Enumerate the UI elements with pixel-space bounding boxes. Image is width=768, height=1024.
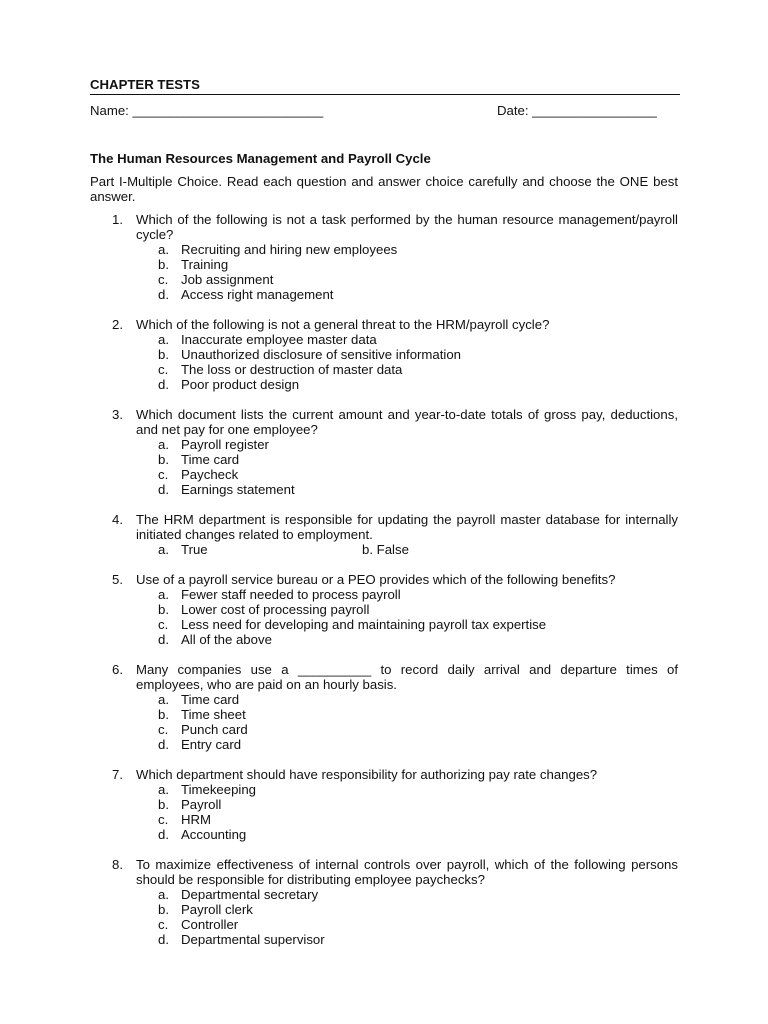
- question-stem: Many companies use a __________ to record daily arrival and departure times of employees, who are paid on an hourly basis.: [136, 662, 678, 692]
- question-number: 5.: [112, 572, 123, 587]
- answer-option: [136, 887, 678, 902]
- option-letter: d.: [158, 932, 169, 947]
- option-text: Departmental secretary: [181, 887, 319, 902]
- option-letter: c.: [158, 812, 169, 827]
- option-letter: a.: [158, 437, 169, 452]
- question-6: [112, 662, 678, 752]
- answer-option: [136, 812, 678, 827]
- answer-option: [136, 902, 678, 917]
- question-7: [112, 767, 678, 842]
- question-3: [112, 407, 678, 497]
- option-letter: a.: [158, 692, 169, 707]
- question-stem: Which document lists the current amount and year-to-date totals of gross pay, deductions, and net pay for one employee?: [136, 407, 678, 437]
- option-text: Timekeeping: [181, 782, 257, 797]
- option-text: Fewer staff needed to process payroll: [181, 587, 401, 602]
- option-letter: b.: [158, 347, 169, 362]
- option-letter: d.: [158, 827, 169, 842]
- answer-option: [136, 617, 678, 632]
- question-number: 7.: [112, 767, 123, 782]
- option-letter: c.: [158, 467, 169, 482]
- option-text: Inaccurate employee master data: [181, 332, 377, 347]
- question-number: 1.: [112, 212, 123, 227]
- option-text: Recruiting and hiring new employees: [181, 242, 398, 257]
- option-letter: d.: [158, 632, 169, 647]
- question-4: [112, 512, 678, 557]
- option-letter: d.: [158, 482, 169, 497]
- chapter-tests-heading: CHAPTER TESTS: [90, 77, 200, 92]
- question-number: 4.: [112, 512, 123, 527]
- answer-option: [136, 707, 678, 722]
- option-text: All of the above: [181, 632, 272, 647]
- option-text: Training: [181, 257, 229, 272]
- section-title: The Human Resources Management and Payroll Cycle: [90, 151, 431, 166]
- answer-option: [136, 257, 678, 272]
- option-text: Time card: [181, 692, 240, 707]
- option-text: Paycheck: [181, 467, 239, 482]
- answer-option: [136, 932, 678, 947]
- name-field: Name: __________________________: [90, 103, 324, 118]
- question-stem: Use of a payroll service bureau or a PEO provides which of the following benefits?: [136, 572, 616, 587]
- answer-option: [136, 797, 678, 812]
- option-letter: b.: [158, 902, 169, 917]
- option-letter: c.: [158, 617, 169, 632]
- option-text: The loss or destruction of master data: [181, 362, 403, 377]
- question-list: [112, 212, 678, 962]
- answer-option: [136, 827, 678, 842]
- option-letter: b.: [158, 602, 169, 617]
- answer-option: [136, 452, 678, 467]
- question-stem: Which department should have responsibility for authorizing pay rate changes?: [136, 767, 598, 782]
- option-text: Departmental supervisor: [181, 932, 325, 947]
- answer-option: [136, 332, 678, 347]
- header-divider: [90, 94, 680, 95]
- answer-option: [136, 917, 678, 932]
- question-number: 8.: [112, 857, 123, 872]
- option-text: HRM: [181, 812, 212, 827]
- option-text: Time card: [181, 452, 240, 467]
- option-letter: d.: [158, 737, 169, 752]
- answer-option: [136, 362, 678, 377]
- option-letter: a.: [158, 782, 169, 797]
- question-1: [112, 212, 678, 302]
- question-number: 2.: [112, 317, 123, 332]
- answer-option: [136, 347, 678, 362]
- option-text: Payroll clerk: [181, 902, 253, 917]
- answer-option: [136, 377, 678, 392]
- answer-option: [136, 722, 678, 737]
- answer-option: [136, 782, 678, 797]
- question-stem: Which of the following is not a task performed by the human resource management/payroll cycle?: [136, 212, 678, 242]
- option-letter: a.: [158, 542, 169, 557]
- option-text: Earnings statement: [181, 482, 295, 497]
- option-letter: b.: [158, 452, 169, 467]
- option-letter: d.: [158, 287, 169, 302]
- option-letter: b.: [158, 257, 169, 272]
- question-stem: To maximize effectiveness of internal controls over payroll, which of the following persons should be responsible for distributing employee paychecks?: [136, 857, 678, 887]
- answer-option: [136, 737, 678, 752]
- option-text: Controller: [181, 917, 239, 932]
- answer-option: [136, 272, 678, 287]
- option-letter: b.: [158, 707, 169, 722]
- option-text: Punch card: [181, 722, 248, 737]
- instructions: Part I-Multiple Choice. Read each question and answer choice carefully and choose the ONE best answer.: [90, 174, 678, 204]
- option-text: Lower cost of processing payroll: [181, 602, 370, 617]
- answer-option: [136, 242, 678, 257]
- answer-option: [136, 692, 678, 707]
- question-5: [112, 572, 678, 647]
- option-text: b. False: [362, 542, 409, 557]
- option-text: Payroll register: [181, 437, 269, 452]
- option-text: Poor product design: [181, 377, 300, 392]
- option-text: Entry card: [181, 737, 242, 752]
- option-text: Job assignment: [181, 272, 274, 287]
- option-letter: a.: [158, 242, 169, 257]
- question-stem: Which of the following is not a general threat to the HRM/payroll cycle?: [136, 317, 550, 332]
- option-letter: b.: [158, 797, 169, 812]
- question-number: 3.: [112, 407, 123, 422]
- option-letter: c.: [158, 917, 169, 932]
- question-2: [112, 317, 678, 392]
- question-number: 6.: [112, 662, 123, 677]
- answer-option: [136, 467, 678, 482]
- option-letter: a.: [158, 887, 169, 902]
- option-text: Access right management: [181, 287, 334, 302]
- option-text: Payroll: [181, 797, 222, 812]
- answer-option: [136, 482, 678, 497]
- date-field: Date: _________________: [497, 103, 657, 118]
- option-letter: c.: [158, 362, 169, 377]
- answer-option: [136, 602, 678, 617]
- option-letter: d.: [158, 377, 169, 392]
- option-letter: a.: [158, 332, 169, 347]
- answer-option: [136, 587, 678, 602]
- option-text: Accounting: [181, 827, 247, 842]
- answer-option: [136, 632, 678, 647]
- option-letter: a.: [158, 587, 169, 602]
- question-stem: The HRM department is responsible for updating the payroll master database for internally initiated changes related to employment.: [136, 512, 678, 542]
- option-letter: c.: [158, 722, 169, 737]
- true-false-options: [136, 542, 678, 557]
- question-8: [112, 857, 678, 947]
- option-text: Time sheet: [181, 707, 246, 722]
- option-text: Unauthorized disclosure of sensitive information: [181, 347, 462, 362]
- option-letter: c.: [158, 272, 169, 287]
- answer-option: [136, 287, 678, 302]
- answer-option: [136, 437, 678, 452]
- option-text: True: [181, 542, 208, 557]
- option-text: Less need for developing and maintaining payroll tax expertise: [181, 617, 547, 632]
